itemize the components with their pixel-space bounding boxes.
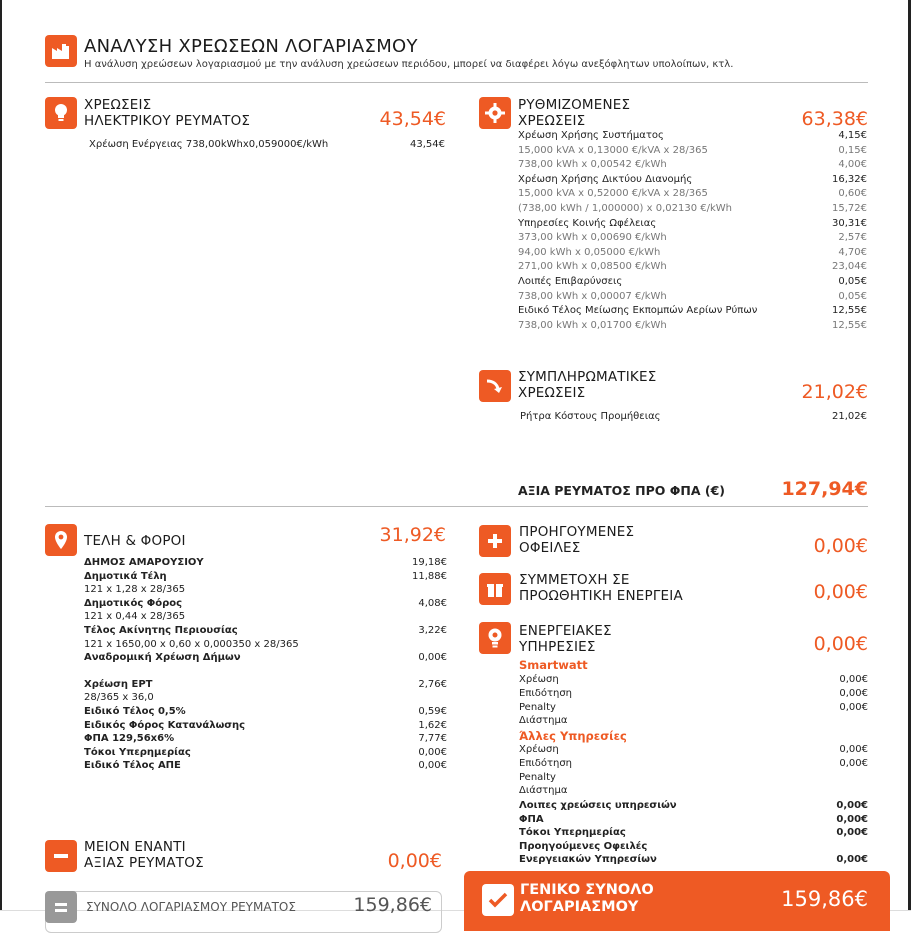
bulb-gear-icon (479, 622, 511, 654)
line-item (519, 674, 868, 685)
summary-line-value: 0,00€ (836, 800, 868, 811)
summary-line-label: Τόκοι Υπερημερίας (519, 827, 626, 839)
line-item-label: Επιδότηση (519, 687, 572, 699)
line-item-label: 121 x 1,28 x 28/365 (84, 584, 186, 596)
line-item-value: 0,00€ (418, 652, 447, 664)
line-item-value: 30,31€ (832, 217, 867, 229)
line-item-label: Τέλος Ακίνητης Περιουσίας (84, 625, 238, 636)
summary-line-item (519, 800, 868, 811)
summary-line-label: Ενεργειακών Υπηρεσίων (519, 854, 657, 866)
summary-line-label: Λοιπες χρεώσεις υπηρεσιών (519, 800, 677, 811)
taxes-amount: 31,92€ (379, 524, 446, 546)
line-item-value: 0,00€ (839, 687, 868, 699)
line-item-label: (738,00 kWh / 1,000000) x 0,02130 €/kWh (518, 203, 732, 214)
line-item-value: 2,76€ (418, 678, 447, 690)
line-item-label: Ειδικό Τέλος ΑΠΕ (84, 760, 181, 772)
line-item-value: 0,00€ (839, 701, 868, 713)
line-item (84, 747, 447, 758)
previous-debts-title: ΠΡΟΗΓΟΥΜΕΝΕΣ ΟΦΕΙΛΕΣ (519, 524, 635, 556)
line-item-label: Ρήτρα Κόστους Προμήθειας (520, 411, 661, 422)
line-item-value: 1,62€ (418, 719, 447, 731)
line-item-label: Penalty (519, 701, 556, 713)
arrow-icon (479, 370, 511, 402)
line-item (518, 276, 867, 287)
line-item (519, 772, 868, 783)
line-item-label: ΔΗΜΟΣ ΑΜΑΡΟΥΣΙΟΥ (84, 557, 204, 568)
line-item-value: 11,88€ (412, 570, 447, 582)
line-item-label: Τόκοι Υπερημερίας (84, 746, 191, 758)
power-value-amount: 127,94€ (781, 478, 868, 500)
line-item-label: 738,00 kWh x 0,01700 €/kWh (518, 319, 667, 331)
line-item-value: 0,59€ (418, 706, 447, 717)
summary-line-value: 0,00€ (836, 813, 868, 825)
page-title: ΑΝΑΛΥΣΗ ΧΡΕΩΣΕΩΝ ΛΟΓΑΡΙΑΣΜΟΥ (84, 36, 418, 57)
account-total-label: ΣΥΝΟΛΟ ΛΟΓΑΡΙΑΣΜΟΥ ΡΕΥΜΑΤΟΣ (86, 900, 296, 914)
line-item-label: 15,000 kVA x 0,52000 €/kVA x 28/365 (518, 188, 708, 200)
line-item (518, 145, 867, 156)
line-item-label: 94,00 kWh x 0,05000 €/kWh (518, 246, 661, 258)
line-item-value: 7,77€ (418, 733, 447, 745)
line-item-value: 12,55€ (832, 305, 867, 317)
line-item (84, 584, 447, 595)
summary-line-item (519, 854, 868, 865)
line-item (84, 706, 447, 717)
line-item-value: 4,00€ (838, 159, 867, 171)
line-item-label: Ειδικό Τέλος Μείωσης Εκπομπών Αερίων Ρύπων (518, 305, 758, 317)
line-item-label: 271,00 kWh x 0,08500 €/kWh (518, 261, 667, 273)
line-item-label: 738,00 kWh x 0,00542 €/kWh (518, 159, 667, 171)
line-item (84, 720, 447, 731)
check-icon (482, 884, 514, 916)
summary-line-value: 0,00€ (836, 854, 868, 866)
previous-debts-amount: 0,00€ (813, 535, 868, 557)
supplementary-amount: 21,02€ (801, 381, 868, 403)
line-item-label: Λοιπές Επιβαρύνσεις (518, 276, 623, 287)
plus-icon (479, 525, 511, 557)
line-item-value: 23,04€ (832, 261, 867, 273)
line-item (84, 611, 447, 622)
minus-title: ΜΕΙΟΝ ΕΝΑΝΤΙ ΑΞΙΑΣ ΡΕΥΜΑΤΟΣ (84, 839, 204, 871)
line-item-label: Χρέωση (519, 744, 559, 755)
energy-services-amount: 0,00€ (813, 633, 868, 655)
line-item-value: 0,00€ (418, 746, 447, 758)
summary-line-label: ΦΠΑ (519, 813, 544, 825)
line-item-value: 0,00€ (839, 674, 868, 685)
line-item-label: Χρέωση Χρήσης Δικτύου Διανομής (518, 173, 693, 185)
line-item (518, 159, 867, 170)
line-item-label: Δημοτικός Φόρος (84, 597, 183, 609)
line-item-label: Χρέωση (519, 674, 559, 685)
line-item-label: 15,000 kVA x 0,13000 €/kVA x 28/365 (518, 144, 708, 156)
line-item-value: 16,32€ (832, 173, 867, 185)
line-item-value: 15,72€ (832, 203, 867, 214)
line-item-label: Ειδικός Φόρος Κατανάλωσης (84, 719, 246, 731)
line-item (518, 261, 867, 272)
line-item (518, 320, 867, 331)
line-item-value: 0,60€ (838, 188, 867, 200)
line-item-label: Χρέωση ΕΡΤ (84, 678, 153, 690)
line-item-value: 4,08€ (418, 597, 447, 609)
line-item (84, 571, 447, 582)
summary-line-item (519, 841, 868, 852)
line-item (84, 692, 447, 703)
line-item (519, 785, 868, 796)
line-item-value: 43,54€ (410, 139, 445, 150)
line-item-label: Δημοτικά Τέλη (84, 570, 167, 582)
gift-icon (479, 573, 511, 605)
line-item (84, 639, 447, 650)
line-item-label: 121 x 1650,00 x 0,60 x 0,000350 x 28/365 (84, 638, 299, 650)
summary-line-label: Προηγούμενες Οφειλές (519, 840, 648, 852)
line-item-label: Penalty (519, 771, 556, 783)
line-item (89, 139, 445, 150)
line-item-value: 4,70€ (838, 246, 867, 258)
line-item-label: ΦΠΑ 129,56x6% (84, 733, 175, 745)
taxes-title: ΤΕΛΗ & ΦΟΡΟΙ (84, 533, 186, 549)
electricity-title: ΧΡΕΩΣΕΙΣ ΗΛΕΚΤΡΙΚΟΥ ΡΕΥΜΑΤΟΣ (84, 97, 251, 129)
lightbulb-icon (45, 97, 77, 129)
line-item (84, 679, 447, 690)
renewable-amount: 0,00€ (813, 581, 868, 603)
line-item (520, 411, 867, 422)
line-item-label: Επιδότηση (519, 757, 572, 769)
line-item-label: Υπηρεσίες Κοινής Ωφέλειας (518, 217, 657, 229)
equals-icon (45, 891, 77, 923)
line-item (84, 557, 447, 568)
line-item (84, 652, 447, 663)
regulated-amount: 63,38€ (801, 108, 868, 130)
electricity-amount: 43,54€ (379, 108, 446, 130)
line-item (519, 758, 868, 769)
line-item-value: 12,55€ (832, 319, 867, 331)
line-item-label: 738,00 kWh x 0,00007 €/kWh (518, 290, 667, 302)
line-item (518, 305, 867, 316)
summary-line-value: 0,00€ (836, 827, 868, 839)
line-item-value: 0,00€ (418, 760, 447, 772)
location-pin-icon (45, 524, 77, 556)
line-item-value: 0,00€ (839, 744, 868, 755)
grand-total-title: ΓΕΝΙΚΟ ΣΥΝΟΛΟ ΛΟΓΑΡΙΑΣΜΟΥ (520, 882, 654, 915)
line-item (518, 247, 867, 258)
summary-line-item (519, 827, 868, 838)
line-item-value: 0,05€ (838, 290, 867, 302)
line-item (518, 203, 867, 214)
line-item-label: Χρέωση Ενέργειας 738,00kWhx0,059000€/kWh (89, 139, 329, 150)
line-item (84, 625, 447, 636)
line-item-value: 4,15€ (838, 130, 867, 141)
line-item-value: 21,02€ (832, 411, 867, 422)
summary-line-item (519, 814, 868, 825)
line-item-value: 0,00€ (839, 757, 868, 769)
line-item (519, 688, 868, 699)
line-item-label: 121 x 0,44 x 28/365 (84, 611, 186, 623)
line-item-label: Ειδικό Τέλος 0,5% (84, 706, 186, 717)
power-value-label: ΑΞΙΑ ΡΕΥΜΑΤΟΣ ΠΡΟ ΦΠΑ (€) (518, 483, 725, 498)
other-services-label: Άλλες Υπηρεσίες (519, 729, 627, 743)
minus-icon (45, 840, 77, 872)
factory-icon (45, 35, 77, 67)
line-item-label: Διάστημα (519, 715, 568, 727)
renewable-title: ΣΥΜΜΕΤΟΧΗ ΣΕ ΠΡΟΩΘΗΤΙΚΗ ΕΝΕΡΓΕΙΑ (519, 572, 683, 604)
line-item (518, 218, 867, 229)
line-item-label: 28/365 x 36,0 (84, 692, 154, 704)
line-item (84, 733, 447, 744)
line-item-value: 0,05€ (838, 276, 867, 287)
line-item (518, 188, 867, 199)
page-subtitle: Η ανάλυση χρεώσεων λογαριασμού με την ανάλυση χρεώσεων περιόδου, μπορεί να διαφέρει λόγω ανεξόφλητων υπολοίπων, κτλ. (84, 59, 734, 70)
line-item-label: Χρέωση Χρήσης Συστήματος (518, 130, 664, 141)
line-item-value: 19,18€ (412, 557, 447, 568)
supplementary-title: ΣΥΜΠΛΗΡΩΜΑΤΙΚΕΣ ΧΡΕΩΣΕΙΣ (518, 369, 657, 401)
line-item (84, 598, 447, 609)
line-item (518, 291, 867, 302)
gear-icon (479, 97, 511, 129)
line-item (84, 760, 447, 771)
line-item-label: Αναδρομική Χρέωση Δήμων (84, 652, 241, 664)
minus-amount: 0,00€ (387, 850, 442, 872)
account-total-amount: 159,86€ (353, 894, 432, 916)
line-item (519, 744, 868, 755)
line-item-value: 2,57€ (838, 232, 867, 244)
line-item (519, 715, 868, 726)
line-item (519, 702, 868, 713)
line-item-label: 373,00 kWh x 0,00690 €/kWh (518, 232, 667, 244)
line-item-value: 3,22€ (418, 625, 447, 636)
grand-total-amount: 159,86€ (781, 887, 868, 911)
line-item (518, 174, 867, 185)
line-item (518, 130, 867, 141)
energy-services-title: ΕΝΕΡΓΕΙΑΚΕΣ ΥΠΗΡΕΣΙΕΣ (519, 623, 612, 655)
line-item-value: 0,15€ (838, 144, 867, 156)
regulated-title: ΡΥΘΜΙΖΟΜΕΝΕΣ ΧΡΕΩΣΕΙΣ (518, 97, 631, 129)
smartwatt-label: Smartwatt (519, 658, 588, 672)
line-item-label: Διάστημα (519, 785, 568, 797)
line-item (518, 232, 867, 243)
